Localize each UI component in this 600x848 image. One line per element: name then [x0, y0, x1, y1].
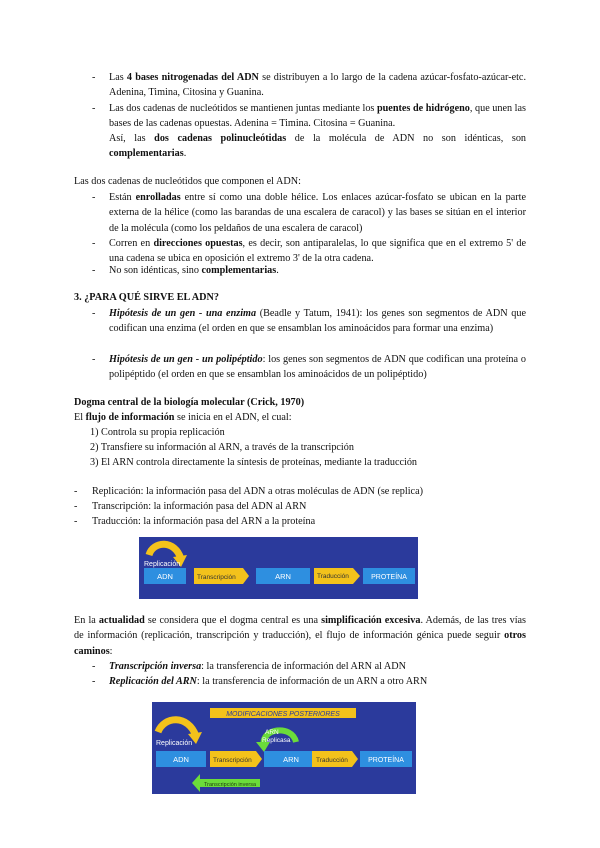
dogma-diagram — [139, 537, 418, 599]
dogma-item: 1) Controla su propia replicación — [90, 427, 225, 438]
bullet-dash: - — [92, 308, 96, 319]
def-replicacion: Replicación: la información pasa del ADN a otras moléculas de ADN (se replica) — [92, 486, 423, 497]
header-label: MODIFICACIONES POSTERIORES — [226, 711, 340, 718]
traduccion-label: Traducción — [316, 757, 348, 764]
bullet-dash: - — [92, 661, 96, 672]
dogma-item: 2) Transfiere su información al ARN, a través de la transcripción — [90, 442, 354, 453]
traduccion-label: Traducción — [317, 573, 349, 580]
bullet-replicacion-arn: Replicación del ARN: la transferencia de información de un ARN a otro ARN — [109, 676, 428, 687]
bullet-bases: Las 4 bases nitrogenadas del ADN se distribuyen a lo largo de la cadena azúcar-fosfato-azúcar-etc. Adenina, Timina, Citosina y Guanina. — [109, 72, 527, 99]
paragraph-complementarias: Así, las dos cadenas polinucleótidas de la molécula de ADN no son idénticas, son complementarias. — [109, 133, 527, 160]
bullet-puentes: Las dos cadenas de nucleótidos se mantienen juntas mediante los puentes de hidrógeno, que unen las bases de las cadenas opuestas. Adenina = Timina. Citosina = Guanina. — [109, 103, 526, 130]
arn-replicasa-label-1: ARN — [265, 729, 279, 736]
bullet-dash: - — [92, 676, 96, 687]
adn-label: ADN — [173, 755, 189, 764]
bullet-dash: - — [92, 354, 96, 365]
bullet-dash: - — [74, 501, 78, 512]
bullet-dash: - — [74, 516, 78, 527]
dogma-item: 3) El ARN controla directamente la síntesis de proteínas, mediante la traducción — [90, 457, 418, 468]
bullet-antiparalelas: Corren en direcciones opuestas, es decir, son antiparalelas, lo que significa que en el extremo 5' de una cadena se ubica en oposición el extremo 3' de la otra cadena. — [109, 238, 526, 265]
replicacion-label: Replicación — [144, 561, 181, 568]
bullet-gen-enzima: Hipótesis de un gen - una enzima (Beadle y Tatum, 1941): los genes son segmentos de ADN que codifican una enzima (el orden en que se ensamblan los aminoácidos para formar una enzima) — [109, 308, 526, 335]
section-heading: 3. ¿PARA QUÉ SIRVE EL ADN? — [74, 292, 219, 303]
bullet-dash: - — [74, 486, 78, 497]
bullet-dash: - — [92, 103, 96, 114]
dogma-intro: El flujo de información se inicia en el ADN, el cual: — [74, 412, 292, 423]
arn-label: ARN — [283, 755, 299, 764]
def-traduccion: Traducción: la información pasa del ARN a la proteína — [92, 516, 316, 527]
replicacion-label: Replicación — [156, 740, 193, 747]
bullet-no-identicas: No son idénticas, sino complementarias. — [109, 265, 279, 276]
intro-cadenas: Las dos cadenas de nucleótidos que componen el ADN: — [74, 176, 301, 187]
bullet-gen-polipeptido: Hipótesis de un gen - un polipéptido: los genes son segmentos de ADN que codifican una proteína o polipéptido (el orden en que se ensamblan los aminoácidos de un polipéptido) — [109, 354, 526, 381]
actualidad-paragraph: En la actualidad se considera que el dogma central es una simplificación excesiva. Además, de las tres vías de información (replicación, transcripción y traducción), el flujo de información génica puede seguir otros caminos: — [74, 615, 527, 657]
adn-label: ADN — [157, 572, 173, 581]
arn-replicasa-label-2: Replicasa — [262, 737, 291, 744]
bullet-dash: - — [92, 265, 96, 276]
bullet-transcripcion-inversa: Transcripción inversa: la transferencia de información del ARN al ADN — [109, 661, 406, 672]
proteina-label: PROTEÍNA — [368, 757, 404, 764]
transcripcion-label: Transcripción — [197, 574, 236, 581]
modificaciones-diagram — [152, 702, 416, 794]
dogma-title: Dogma central de la biología molecular (Crick, 1970) — [74, 397, 305, 408]
bullet-dash: - — [92, 238, 96, 249]
def-transcripcion: Transcripción: la información pasa del ADN al ARN — [92, 501, 307, 512]
bullet-dash: - — [92, 72, 96, 83]
bullet-enrolladas: Están enrolladas entre sí como una doble hélice. Los enlaces azúcar-fosfato se ubican en la parte externa de la hélice (como las barandas de una escalera de caracol) y las bases se sitúan en el interior de la molécula (como los peldaños de una escalera de caracol) — [109, 192, 526, 234]
bullet-dash: - — [92, 192, 96, 203]
proteina-label: PROTEÍNA — [371, 574, 407, 581]
transcripcion-label: Transcripción — [213, 757, 252, 764]
transcripcion-inversa-label: Transcripción inversa — [204, 782, 257, 788]
arn-label: ARN — [275, 572, 291, 581]
